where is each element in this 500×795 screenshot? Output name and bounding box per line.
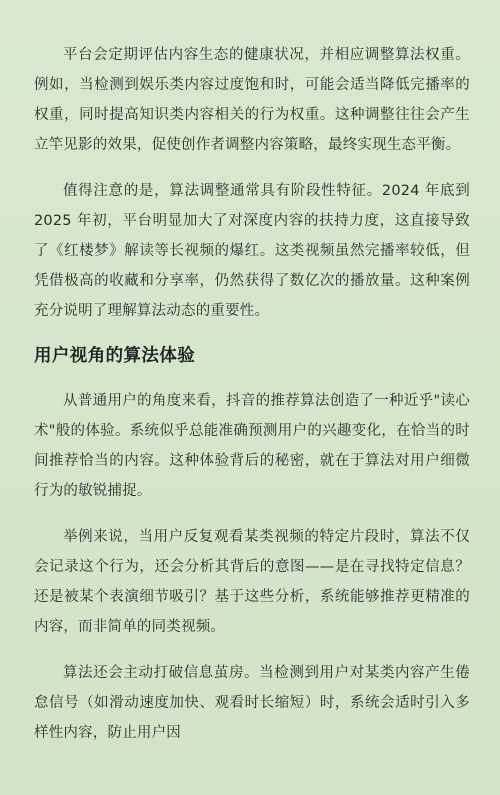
paragraph-filter-bubble: 算法还会主动打破信息茧房。当检测到用户对某类内容产生倦怠信号（如滑动速度加快、观看时长缩短）时，系统会适时引入多样性内容，防止用户因 — [34, 665, 470, 741]
paragraph-phased-adjustment: 值得注意的是，算法调整通常具有阶段性特征。2024 年底到 2025 年初，平台明显加大了对深度内容的扶持力度，这直接导致了《红楼梦》解读等长视频的爆红。这类视频虽然完播率较低，但凭借极高的收藏和分享率，仍然获得了数亿次的播放量。这种案例充分说明了理解算法动态的重要性。 — [34, 183, 470, 319]
section-heading: 用户视角的算法体验 — [34, 346, 196, 366]
paragraph-example: 举例来说，当用户反复观看某类视频的特定片段时，算法不仅会记录这个行为，还会分析其背后的意图——是在寻找特定信息？还是被某个表演细节吸引？基于这些分析，系统能够推荐更精准的内容，而非简单的同类视频。 — [34, 529, 470, 635]
paragraph-user-perspective: 从普通用户的角度来看，抖音的推荐算法创造了一种近乎"读心术"般的体验。系统似乎总能准确预测用户的兴趣变化，在恰当的时间推荐恰当的内容。这种体验背后的秘密，就在于算法对用户细微行为的敏锐捕捉。 — [34, 393, 470, 499]
paragraph-ecosystem-balance: 平台会定期评估内容生态的健康状况，并相应调整算法权重。例如，当检测到娱乐类内容过度饱和时，可能会适当降低完播率的权重，同时提高知识类内容相关的行为权重。这种调整往往会产生立竿见影的效果，促使创作者调整内容策略，最终实现生态平衡。 — [34, 47, 470, 153]
